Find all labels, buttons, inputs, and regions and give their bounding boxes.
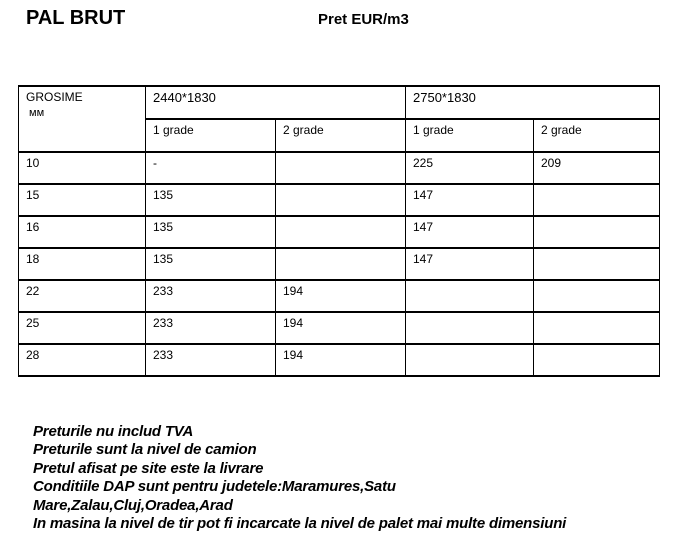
price-cell [276,152,406,184]
note-line: Conditiile DAP sunt pentru judetele:Maramures,Satu [33,478,396,496]
price-cell [406,344,534,376]
price-cell [276,248,406,280]
note-line: Preturile nu includ TVA [33,423,194,440]
price-cell [534,216,660,248]
price-cell: 233 [146,280,276,312]
note-line: In masina la nivel de tir pot fi incarcate la nivel de palet mai multe dimensiuni [33,515,567,533]
group-header-2750x1830: 2750*1830 [406,86,660,119]
price-cell [534,344,660,376]
grosime-header-label: GROSIME [26,90,83,104]
subheader-2750-grade2: 2 grade [534,119,660,152]
grosime-header-cell [19,86,146,152]
subheader-2440-grade2: 2 grade [276,119,406,152]
price-cell: 225 [406,152,534,184]
price-cell [534,280,660,312]
page-title: PAL BRUT [26,7,126,29]
table-row [19,312,660,344]
price-cell: 135 [146,248,276,280]
thickness-cell: 15 [19,184,146,216]
price-cell [276,184,406,216]
thickness-cell: 25 [19,312,146,344]
table-row [19,248,660,280]
notes [33,423,566,533]
thickness-cell: 16 [19,216,146,248]
subheader-2750-grade1: 1 grade [406,119,534,152]
price-cell [534,312,660,344]
thickness-cell: 18 [19,248,146,280]
table-row [19,184,660,216]
price-cell: 147 [406,248,534,280]
price-cell [406,280,534,312]
table-row [19,280,660,312]
price-table [18,85,660,377]
price-cell: 194 [276,312,406,344]
table-row [19,216,660,248]
table-row [19,344,660,376]
price-cell [534,184,660,216]
thickness-cell: 28 [19,344,146,376]
price-cell: 233 [146,312,276,344]
unit-mm-label: мм [29,107,45,119]
note-line: Pretul afisat pe site este la livrare [33,459,264,477]
price-cell: 135 [146,216,276,248]
note-line: Mare,Zalau,Cluj,Oradea,Arad [33,496,233,514]
subheader-2440-grade1: 1 grade [146,119,276,152]
price-cell: 194 [276,344,406,376]
price-cell: 194 [276,280,406,312]
price-cell: 147 [406,184,534,216]
note-line: Preturile sunt la nivel de camion [33,441,257,459]
price-cell: 209 [534,152,660,184]
thickness-cell: 10 [19,152,146,184]
price-cell: 135 [146,184,276,216]
table-header-row-groups [19,86,660,119]
price-cell [534,248,660,280]
price-cell: 233 [146,344,276,376]
price-cell [276,216,406,248]
price-cell: 147 [406,216,534,248]
price-cell: - [146,152,276,184]
thickness-cell: 22 [19,280,146,312]
price-cell [406,312,534,344]
table-row [19,152,660,184]
group-header-2440x1830: 2440*1830 [146,86,406,119]
price-unit-label: Pret EUR/m3 [318,11,409,28]
